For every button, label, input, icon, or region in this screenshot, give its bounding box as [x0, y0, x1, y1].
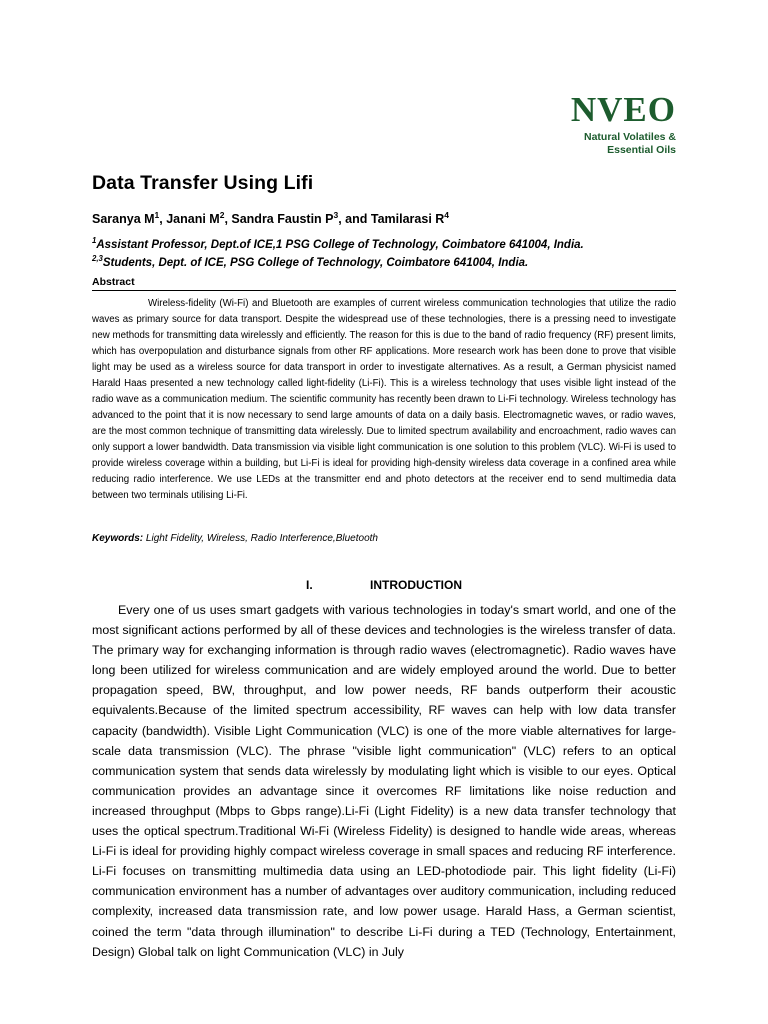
journal-logo-subtitle-line1: Natural Volatiles &	[584, 131, 676, 143]
abstract-text	[92, 296, 676, 504]
journal-logo-subtitle-line2: Essential Oils	[607, 144, 676, 157]
page-title: Data Transfer Using Lifi	[92, 172, 314, 194]
section-heading-introduction	[92, 578, 676, 592]
introduction-paragraph: Every one of us uses smart gadgets with various technologies in today's smart world, and one of the most significant actions performed by all of these devices and technologies is the wireless transfer of data. The primary way for exchanging information is through radio waves (electromagnetic). Radio waves have long been utilized for wireless communication and are widely employed around the world. Due to better propagation speed, BW, throughput, and low power needs, RF bands outperform their acoustic equivalents.Because of the limited spectrum accessibility, RF waves can help with low data transfer capacity (bandwidth). Visible Light Communication (VLC) is one of the more viable alternatives for large-scale data transmission (VLC). The phrase "visible light communication" (VLC) refers to an optical communication system that sends data wirelessly by modulating light which is visible to our eyes. Optical communication provides an advantage since it overcomes RF limitations like noise reduction and increased throughput (Mbps to Gbps range).Li-Fi (Light Fidelity) is a new data transfer technology that uses the optical spectrum.Traditional Wi-Fi (Wireless Fidelity) is designed to handle wide areas, whereas Li-Fi is ideal for providing highly compact wireless coverage in small spaces and reducing RF interference. Li-Fi focuses on transmitting multimedia data using an LED-photodiode pair. This light fidelity (Li-Fi) communication environment has a number of advantages over auditory communication, including reduced complexity, increased data transmission rate, and low power usage. Harald Hass, a German scientist, coined the term "data through illumination" to describe Li-Fi during a TED (Technology, Entertainment, Design) Global talk on light Communication (VLC) in July	[92, 603, 676, 959]
author-affiliations	[92, 237, 676, 273]
section-title: INTRODUCTION	[370, 578, 462, 592]
journal-logo	[571, 92, 676, 157]
journal-logo-text: NVEO	[570, 90, 676, 129]
section-number: I.	[306, 578, 313, 592]
abstract-paragraph: Wireless-fidelity (Wi-Fi) and Bluetooth are examples of current wireless communication technologies that utilize the radio waves as primary source for data transport. Despite the widespread use of these technologies, there is a pressing need to investigate new methods for transmitting data wirelessly and efficiently. The reason for this is due to the band of radio frequency (RF) present limits, which has overpopulation and disturbance signals from other RF applications. More research work has been done to prove that visible light may be used as a wireless source for data transport in order to investigate alternatives. As a result, a German physicist named Harald Haas presented a new technology called light-fidelity (Li-Fi). This is a wireless technology that uses visible light instead of the radio wave as a communication medium. The scientific community has recently been drawn to Li-Fi technology. Wireless technology has advanced to the point that it is now necessary to send large amounts of data on a daily basis. Electromagnetic waves, or radio waves, are the most common technique of transmitting data wirelessly. Due to limited spectrum availability and encroachment, radio waves can only support a lower bandwidth. Data transmission via visible light communication is one solution to this problem (VLC). Wi-Fi is used to provide wireless coverage within a building, but Li-Fi is ideal for providing high-density wireless data coverage in a confined area while reducing radio interference. We use LEDs at the transmitter end and photo detectors at the receiver end to send multimedia data between two terminals utilising Li-Fi.	[92, 298, 676, 501]
keywords-label: Keywords:	[92, 533, 144, 544]
keywords-line	[92, 533, 676, 544]
journal-logo-subtitle	[571, 131, 676, 157]
affiliation-line-2: $^{2,3}$Students, Dept. of ICE, PSG College of Technology, Coimbatore 641004, India.	[92, 253, 529, 269]
introduction-body	[92, 600, 676, 962]
keywords-value: Light Fidelity, Wireless, Radio Interference,Bluetooth	[145, 533, 378, 544]
abstract-heading: Abstract	[92, 276, 676, 291]
affiliation-line-1: $^1$Assistant Professor, Dept.of ICE,1 PSG College of Technology, Coimbatore 641004, India.	[92, 236, 584, 251]
author-list: Saranya $M^1$, Janani $M^2$, Sandra Faustin $P^3$, and Tamilarasi $R^4$	[92, 209, 450, 226]
